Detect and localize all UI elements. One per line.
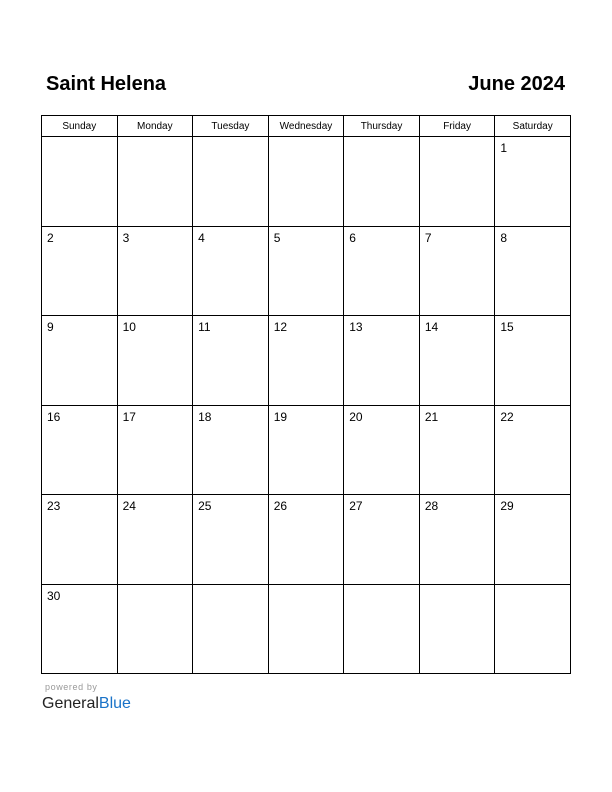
- day-cell: [268, 495, 344, 585]
- calendar-grid: [41, 115, 571, 674]
- day-cell: [193, 316, 269, 406]
- day-cell: [495, 584, 571, 674]
- day-cell: [495, 316, 571, 406]
- day-cell: [42, 495, 118, 585]
- brand-blue-text: Blue: [98, 695, 131, 712]
- day-number: [118, 137, 193, 141]
- weekday-header: Friday: [419, 116, 495, 137]
- day-cell: [495, 405, 571, 495]
- day-number: 22: [500, 409, 514, 424]
- day-number: 28: [424, 499, 439, 513]
- day-number: 14: [424, 320, 439, 334]
- day-number: 18: [198, 409, 212, 424]
- day-number: 7: [424, 230, 432, 245]
- day-cell: [495, 226, 571, 316]
- day-number: 15: [500, 320, 514, 334]
- day-cell: [268, 405, 344, 495]
- calendar-location-title: Saint Helena: [46, 73, 167, 95]
- week-row: [42, 584, 571, 674]
- day-cell: [193, 226, 269, 316]
- day-cell: [117, 405, 193, 495]
- day-number: 16: [47, 409, 61, 424]
- day-number: [269, 137, 344, 141]
- day-cell: [344, 226, 420, 316]
- day-cell: [42, 316, 118, 406]
- weekday-header: Monday: [117, 116, 193, 137]
- day-number: 5: [273, 230, 281, 245]
- day-cell: [419, 495, 495, 585]
- day-cell: [495, 137, 571, 227]
- day-cell: [193, 137, 269, 227]
- day-cell: [117, 226, 193, 316]
- day-number: [495, 585, 570, 589]
- day-cell: [193, 584, 269, 674]
- brand-general-text: General: [42, 695, 99, 712]
- day-cell: [419, 584, 495, 674]
- day-cell: [193, 495, 269, 585]
- day-number: 29: [500, 499, 514, 513]
- day-cell: [268, 316, 344, 406]
- day-number: [118, 585, 193, 589]
- week-row: [42, 495, 571, 585]
- day-number: 9: [47, 320, 54, 334]
- day-number: 6: [349, 230, 356, 245]
- day-number: 1: [500, 141, 508, 155]
- day-number: 13: [349, 320, 363, 334]
- weekday-header: Saturday: [495, 116, 571, 137]
- day-number: [344, 585, 419, 589]
- day-cell: [268, 137, 344, 227]
- day-cell: [117, 495, 193, 585]
- day-number: 27: [349, 499, 363, 513]
- day-number: 21: [424, 409, 439, 424]
- day-number: [193, 137, 268, 141]
- day-number: 3: [122, 230, 130, 245]
- powered-by-label: powered by: [45, 682, 98, 692]
- day-number: 17: [122, 409, 136, 424]
- generalblue-logo[interactable]: [42, 694, 131, 714]
- week-row: [42, 137, 571, 227]
- day-number: 12: [273, 320, 288, 334]
- day-number: 30: [47, 588, 61, 603]
- day-number: [269, 585, 344, 589]
- weekday-header: Thursday: [344, 116, 420, 137]
- day-number: 24: [122, 499, 136, 513]
- day-cell: [419, 137, 495, 227]
- day-cell: [344, 316, 420, 406]
- day-cell: [117, 584, 193, 674]
- week-row: [42, 226, 571, 316]
- day-number: 26: [273, 499, 288, 513]
- day-number: 8: [500, 230, 508, 245]
- day-cell: [42, 405, 118, 495]
- day-cell: [42, 226, 118, 316]
- day-number: 19: [273, 409, 288, 424]
- day-cell: [193, 405, 269, 495]
- day-number: 10: [122, 320, 136, 334]
- weekday-header-row: [42, 116, 571, 137]
- day-number: 23: [47, 499, 61, 513]
- calendar-month-title: June 2024: [468, 73, 565, 95]
- day-cell: [268, 226, 344, 316]
- day-number: [420, 585, 495, 589]
- day-cell: [344, 405, 420, 495]
- weekday-header: Sunday: [42, 116, 118, 137]
- day-number: [42, 137, 117, 141]
- day-cell: [344, 495, 420, 585]
- day-cell: [495, 495, 571, 585]
- day-cell: [117, 137, 193, 227]
- day-number: 25: [198, 499, 212, 513]
- day-number: [420, 137, 495, 141]
- week-row: [42, 316, 571, 406]
- day-number: 20: [349, 409, 363, 424]
- day-cell: [419, 316, 495, 406]
- weekday-header: Wednesday: [268, 116, 344, 137]
- day-number: 4: [198, 230, 205, 245]
- day-cell: [419, 226, 495, 316]
- day-cell: [117, 316, 193, 406]
- day-cell: [268, 584, 344, 674]
- day-number: [344, 137, 419, 141]
- weekday-header: Tuesday: [193, 116, 269, 137]
- day-number: 11: [198, 320, 211, 334]
- day-cell: [344, 584, 420, 674]
- day-number: [193, 585, 268, 589]
- day-number: 2: [47, 230, 54, 245]
- day-cell: [344, 137, 420, 227]
- day-cell: [42, 584, 118, 674]
- day-cell: [419, 405, 495, 495]
- day-cell: [42, 137, 118, 227]
- week-row: [42, 405, 571, 495]
